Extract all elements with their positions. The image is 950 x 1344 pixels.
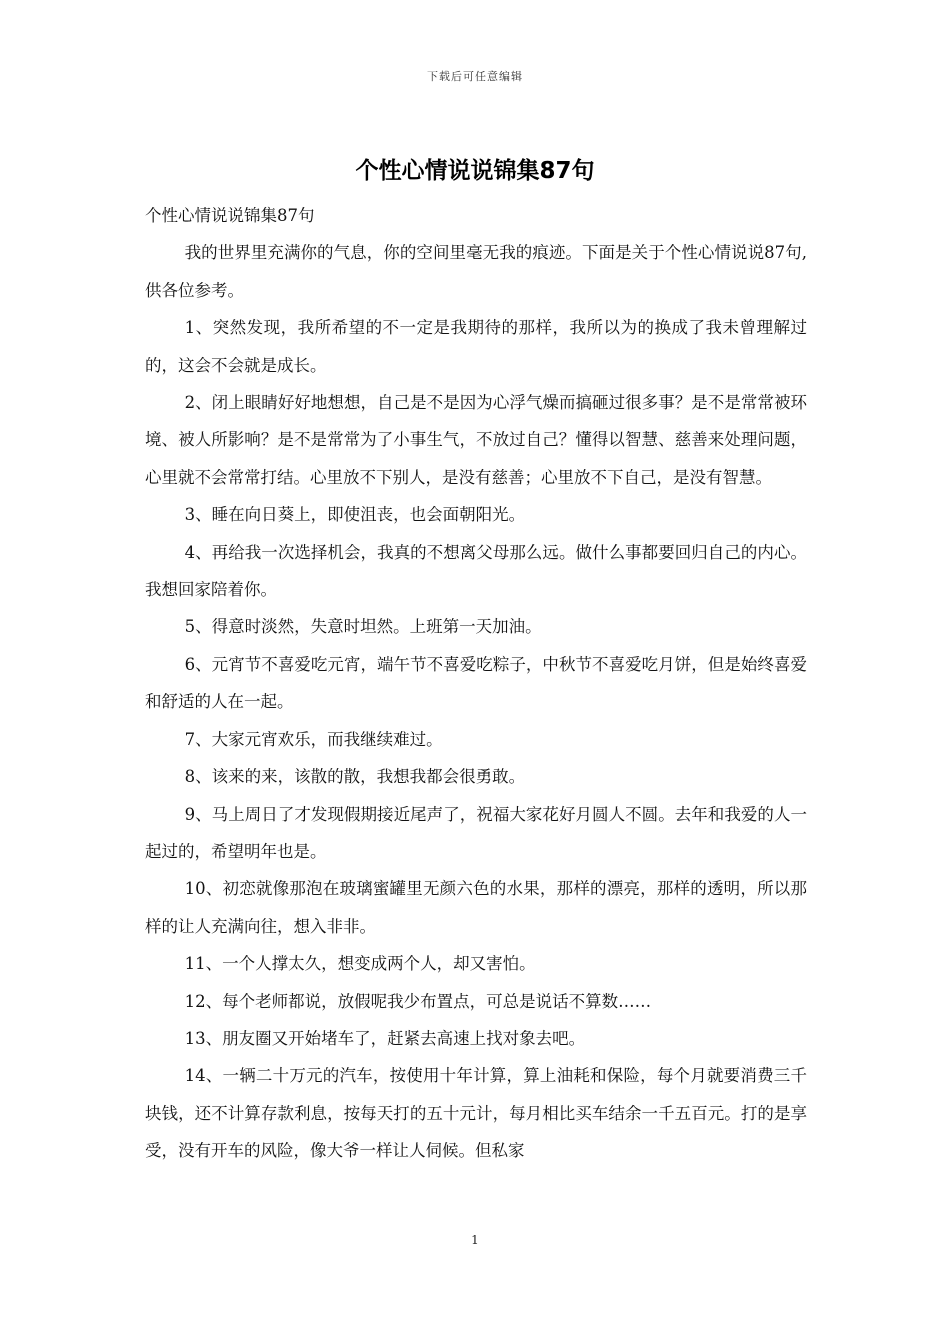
list-item: 9、马上周日了才发现假期接近尾声了，祝福大家花好月圆人不圆。去年和我爱的人一起过的，希望明年也是。 [145,804,807,861]
list-item: 5、得意时淡然，失意时坦然。上班第一天加油。 [184,617,542,637]
list-item: 12、每个老师都说，放假呢我少布置点，可总是说话不算数…… [184,991,652,1011]
list-item: 11、一个人撑太久，想变成两个人，却又害怕。 [184,954,536,974]
document-body [145,197,807,1170]
page-number: 1 [471,1233,479,1247]
list-item: 14、一辆二十万元的汽车，按使用十年计算，算上油耗和保险，每个月就要消费三千块钱，还不计算存款利息，按每天打的五十元计，每月相比买车结余一千五百元。打的是享受，没有开车的风险，像大爷一样让人伺候。但私家 [145,1066,807,1161]
intro-paragraph: 我的世界里充满你的气息，你的空间里毫无我的痕迹。下面是关于个性心情说说87句,供各位参考。 [145,243,807,300]
list-item: 1、突然发现，我所希望的不一定是我期待的那样，我所以为的换成了我未曾理解过的，这会不会就是成长。 [145,318,807,375]
list-item: 3、睡在向日葵上，即使沮丧，也会面朝阳光。 [184,505,526,525]
list-item: 6、元宵节不喜爱吃元宵，端午节不喜爱吃粽子，中秋节不喜爱吃月饼，但是始终喜爱和舒适的人在一起。 [145,654,807,712]
document-title: 个性心情说说锦集87句 [355,158,595,184]
subtitle-line: 个性心情说说锦集87句 [145,206,315,225]
page-header-note: 下载后可任意编辑 [427,70,523,83]
list-item: 7、大家元宵欢乐，而我继续难过。 [184,729,443,749]
list-item: 10、初恋就像那泡在玻璃蜜罐里无颜六色的水果，那样的漂亮，那样的透明，所以那样的让人充满向往，想入非非。 [145,879,807,936]
list-item: 8、该来的来，该散的散，我想我都会很勇敢。 [184,767,526,787]
list-item: 13、朋友圈又开始堵车了，赶紧去高速上找对象去吧。 [184,1028,586,1048]
list-item: 2、闭上眼睛好好地想想，自己是不是因为心浮气燥而搞砸过很多事？是不是常常被环境、被人所影响？是不是常常为了小事生气，不放过自己？懂得以智慧、慈善来处理问题，心里就不会常常打结。心里放不下别人，是没有慈善；心里放不下自己，是没有智慧。 [145,393,807,487]
list-item: 4、再给我一次选择机会，我真的不想离父母那么远。做什么事都要回归自己的内心。我想回家陪着你。 [145,542,807,600]
